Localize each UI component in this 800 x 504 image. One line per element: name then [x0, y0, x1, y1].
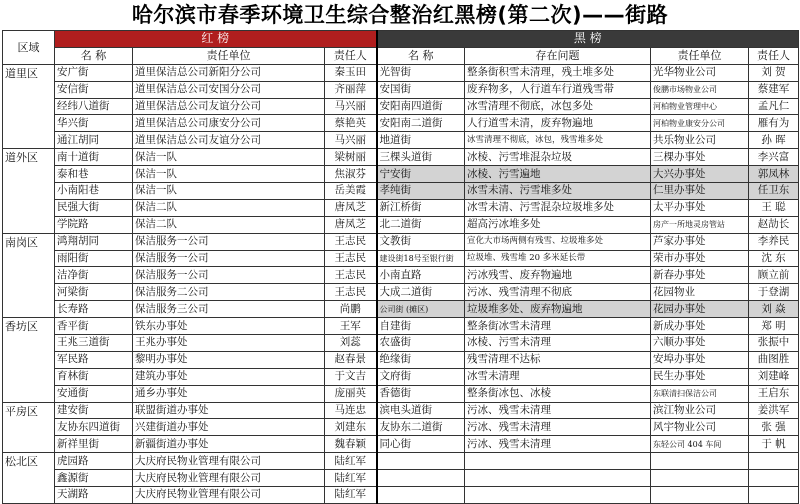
black-issue-cell: 整条街积雪未清理，残土堆多处 — [465, 64, 651, 81]
black-name-cell: 文府街 — [377, 368, 465, 385]
red-name-cell: 长寿路 — [55, 301, 133, 318]
black-name-cell: 地道街 — [377, 132, 465, 149]
black-name-cell: 公司街 (摊区) — [377, 301, 465, 318]
black-person-cell: 沈 东 — [749, 250, 799, 267]
red-person-cell: 秦玉田 — [325, 64, 377, 81]
table-row — [3, 284, 799, 301]
red-list-header: 红 榜 — [55, 31, 377, 48]
black-issue-cell: 冰棱、污雪遍地 — [465, 166, 651, 183]
black-person-cell: 张振中 — [749, 335, 799, 352]
black-name-cell: 三棵头道街 — [377, 149, 465, 166]
region-header: 区域 — [3, 31, 55, 65]
black-issue-cell: 污冰、残雪清理不彻底 — [465, 284, 651, 301]
red-name-cell: 河梁街 — [55, 284, 133, 301]
black-unit-cell: 仁里办事处 — [651, 183, 749, 200]
black-person-header: 责任人 — [749, 47, 799, 64]
black-unit-cell: 新成办事处 — [651, 318, 749, 335]
red-unit-cell: 新疆街道办事处 — [133, 436, 325, 453]
red-unit-header: 责任单位 — [133, 47, 325, 64]
black-issue-cell: 人行道雪未清，废弃物遍地 — [465, 115, 651, 132]
red-unit-cell: 保洁一队 — [133, 183, 325, 200]
black-unit-cell — [651, 453, 749, 470]
black-issue-cell: 整条街冰雪未清理 — [465, 318, 651, 335]
black-name-cell: 宁安街 — [377, 166, 465, 183]
black-unit-cell: 花园物业 — [651, 284, 749, 301]
table-row — [3, 453, 799, 470]
table-row — [3, 250, 799, 267]
black-name-cell: 香德街 — [377, 385, 465, 402]
table-row — [3, 335, 799, 352]
table-row — [3, 199, 799, 216]
red-name-cell: 鸿翔胡同 — [55, 233, 133, 250]
red-black-table — [2, 30, 799, 504]
black-person-cell: 李养民 — [749, 233, 799, 250]
black-issue-cell — [465, 487, 651, 504]
region-cell: 南岗区 — [3, 233, 55, 317]
black-person-cell: 孙 晖 — [749, 132, 799, 149]
red-unit-cell: 铁东办事处 — [133, 318, 325, 335]
red-unit-cell: 保洁服务一公司 — [133, 233, 325, 250]
black-unit-cell: 太平办事处 — [651, 199, 749, 216]
black-name-cell: 友协东二道街 — [377, 419, 465, 436]
red-name-cell: 军民路 — [55, 351, 133, 368]
red-unit-cell: 道里保洁总公司友谊分公司 — [133, 98, 325, 115]
black-person-cell: 蔡建军 — [749, 81, 799, 98]
red-name-cell: 学院路 — [55, 216, 133, 233]
red-name-cell: 鑫源街 — [55, 470, 133, 487]
black-issue-cell: 冰雪清理不彻底，冰包，残雪堆多处 — [465, 132, 651, 149]
red-unit-cell: 保洁服务一公司 — [133, 250, 325, 267]
red-unit-cell: 保洁服务三公司 — [133, 301, 325, 318]
black-unit-cell: 东联清扫保洁公司 — [651, 385, 749, 402]
region-cell: 道外区 — [3, 149, 55, 233]
black-issue-cell: 整条街冰包、冰棱 — [465, 385, 651, 402]
black-unit-cell — [651, 487, 749, 504]
black-person-cell — [749, 470, 799, 487]
red-person-cell: 岳美霞 — [325, 183, 377, 200]
black-issue-cell: 超高污冰堆多处 — [465, 216, 651, 233]
red-unit-cell: 王兆办事处 — [133, 335, 325, 352]
black-name-cell: 安国街 — [377, 81, 465, 98]
black-issue-cell: 垃圾堆、残雪堆 20 多米延长带 — [465, 250, 651, 267]
red-unit-cell: 大庆府民物业管理有限公司 — [133, 453, 325, 470]
black-person-cell: 赵劼长 — [749, 216, 799, 233]
red-unit-cell: 保洁服务一公司 — [133, 267, 325, 284]
black-issue-cell: 残雪清理不达标 — [465, 351, 651, 368]
black-name-cell — [377, 470, 465, 487]
black-name-cell: 光智街 — [377, 64, 465, 81]
black-list-header: 黑 榜 — [377, 31, 799, 48]
black-issue-cell: 冰棱、污雪未清理 — [465, 335, 651, 352]
red-name-cell: 育林街 — [55, 368, 133, 385]
red-name-cell: 经纬八道街 — [55, 98, 133, 115]
black-name-cell: 安阳南四道街 — [377, 98, 465, 115]
black-issue-cell — [465, 453, 651, 470]
red-unit-cell: 建筑办事处 — [133, 368, 325, 385]
red-unit-cell: 保洁一队 — [133, 149, 325, 166]
black-unit-cell: 滨江物业公司 — [651, 402, 749, 419]
black-name-cell: 绝缘街 — [377, 351, 465, 368]
black-person-cell: 于登湖 — [749, 284, 799, 301]
black-unit-cell: 花园办事处 — [651, 301, 749, 318]
black-unit-cell: 大兴办事处 — [651, 166, 749, 183]
region-cell: 松北区 — [3, 453, 55, 504]
black-issue-cell: 冰雪清理不彻底，冰包多处 — [465, 98, 651, 115]
red-name-cell: 香平街 — [55, 318, 133, 335]
black-person-cell: 王 聪 — [749, 199, 799, 216]
red-person-cell: 魏春颖 — [325, 436, 377, 453]
table-row — [3, 98, 799, 115]
red-person-cell: 于文吉 — [325, 368, 377, 385]
black-issue-cell: 冰雪未清、污雪堆多处 — [465, 183, 651, 200]
black-issue-cell — [465, 470, 651, 487]
black-issue-cell: 冰雪未清理 — [465, 368, 651, 385]
black-issue-cell: 冰棱、污雪堆混杂垃圾 — [465, 149, 651, 166]
black-issue-header: 存在问题 — [465, 47, 651, 64]
region-cell: 香坊区 — [3, 318, 55, 402]
red-unit-cell: 保洁二队 — [133, 216, 325, 233]
red-name-cell: 安通街 — [55, 385, 133, 402]
red-name-cell: 南十道街 — [55, 149, 133, 166]
black-person-cell: 顾立前 — [749, 267, 799, 284]
black-person-cell: 郭凤林 — [749, 166, 799, 183]
black-person-cell: 郑 明 — [749, 318, 799, 335]
black-unit-cell: 荣市办事处 — [651, 250, 749, 267]
black-name-cell: 文教街 — [377, 233, 465, 250]
red-name-cell: 安信街 — [55, 81, 133, 98]
black-person-cell: 张 强 — [749, 419, 799, 436]
black-name-cell: 自建街 — [377, 318, 465, 335]
black-unit-cell: 光华物业公司 — [651, 64, 749, 81]
red-person-cell: 王志民 — [325, 233, 377, 250]
red-person-cell: 王志民 — [325, 267, 377, 284]
table-row — [3, 115, 799, 132]
black-issue-cell: 废弃物多，人行道车行道残雪带 — [465, 81, 651, 98]
red-name-cell: 建安街 — [55, 402, 133, 419]
red-unit-cell: 通乡办事处 — [133, 385, 325, 402]
black-unit-cell: 俊鹏市场物业公司 — [651, 81, 749, 98]
red-person-cell: 焦淑芬 — [325, 166, 377, 183]
black-person-cell: 雁有为 — [749, 115, 799, 132]
red-name-cell: 虎园路 — [55, 453, 133, 470]
black-name-cell: 小南直路 — [377, 267, 465, 284]
black-unit-cell: 六顺办事处 — [651, 335, 749, 352]
table-row — [3, 351, 799, 368]
red-name-header: 名 称 — [55, 47, 133, 64]
red-name-cell: 小南阳巷 — [55, 183, 133, 200]
black-name-cell: 滨电头道街 — [377, 402, 465, 419]
table-row — [3, 487, 799, 504]
black-name-header: 名 称 — [377, 47, 465, 64]
table-row — [3, 233, 799, 250]
black-name-cell: 大成二道街 — [377, 284, 465, 301]
table-row — [3, 132, 799, 149]
table-row — [3, 81, 799, 98]
black-person-cell: 曲图胜 — [749, 351, 799, 368]
red-unit-cell: 大庆府民物业管理有限公司 — [133, 487, 325, 504]
black-name-cell — [377, 487, 465, 504]
black-name-cell — [377, 453, 465, 470]
table-row — [3, 368, 799, 385]
table-row — [3, 318, 799, 335]
black-name-cell: 农盛街 — [377, 335, 465, 352]
table-row — [3, 166, 799, 183]
region-cell: 平房区 — [3, 402, 55, 453]
table-row — [3, 64, 799, 81]
black-unit-cell: 民生办事处 — [651, 368, 749, 385]
black-person-cell — [749, 487, 799, 504]
red-unit-cell: 道里保洁总公司友谊分公司 — [133, 132, 325, 149]
red-name-cell: 通江胡同 — [55, 132, 133, 149]
table-row — [3, 385, 799, 402]
red-unit-cell: 联盟街道办事处 — [133, 402, 325, 419]
black-person-cell — [749, 453, 799, 470]
red-person-cell: 陆红军 — [325, 470, 377, 487]
table-body — [3, 64, 799, 503]
red-person-cell: 刘建东 — [325, 419, 377, 436]
black-issue-cell: 污冰、残雪未清理 — [465, 436, 651, 453]
black-unit-cell: 风宇物业公司 — [651, 419, 749, 436]
red-name-cell: 王兆三道街 — [55, 335, 133, 352]
red-person-cell: 赵春景 — [325, 351, 377, 368]
red-person-cell: 庞丽英 — [325, 385, 377, 402]
black-issue-cell: 污冰残雪、废弃物遍地 — [465, 267, 651, 284]
black-person-cell: 刘建峰 — [749, 368, 799, 385]
black-person-cell: 姜洪军 — [749, 402, 799, 419]
black-unit-cell: 新春办事处 — [651, 267, 749, 284]
red-person-cell: 王志民 — [325, 250, 377, 267]
red-unit-cell: 黎明办事处 — [133, 351, 325, 368]
page-title: 哈尔滨市春季环境卫生综合整治红黑榜(第二次)——街路 — [131, 3, 669, 27]
red-person-cell: 陆红军 — [325, 487, 377, 504]
black-person-cell: 李兴富 — [749, 149, 799, 166]
red-person-cell: 马连忠 — [325, 402, 377, 419]
black-person-cell: 王启东 — [749, 385, 799, 402]
black-unit-cell: 东轻公司 404 车间 — [651, 436, 749, 453]
table-row — [3, 436, 799, 453]
red-name-cell: 友协东四道街 — [55, 419, 133, 436]
red-name-cell: 新祥里街 — [55, 436, 133, 453]
red-unit-cell: 道里保洁总公司康安分公司 — [133, 115, 325, 132]
black-name-cell: 建设街18号至银行街 — [377, 250, 465, 267]
red-unit-cell: 兴建街道办事处 — [133, 419, 325, 436]
black-person-cell: 于 帆 — [749, 436, 799, 453]
red-person-cell: 王志民 — [325, 284, 377, 301]
red-person-cell: 马兴丽 — [325, 98, 377, 115]
black-unit-cell: 芦家办事处 — [651, 233, 749, 250]
black-name-cell: 北二道街 — [377, 216, 465, 233]
red-name-cell: 泰和巷 — [55, 166, 133, 183]
black-person-cell: 刘 贺 — [749, 64, 799, 81]
red-name-cell: 安广街 — [55, 64, 133, 81]
red-unit-cell: 道里保洁总公司新阳分公司 — [133, 64, 325, 81]
black-unit-cell: 共乐物业公司 — [651, 132, 749, 149]
red-unit-cell: 大庆府民物业管理有限公司 — [133, 470, 325, 487]
black-person-cell: 任卫东 — [749, 183, 799, 200]
red-person-cell: 蔡艳英 — [325, 115, 377, 132]
black-unit-cell: 河柏物业管理中心 — [651, 98, 749, 115]
red-person-cell: 陆红军 — [325, 453, 377, 470]
black-unit-header: 责任单位 — [651, 47, 749, 64]
red-unit-cell: 保洁二队 — [133, 199, 325, 216]
red-person-cell: 唐凤芝 — [325, 216, 377, 233]
red-name-cell: 雨阳街 — [55, 250, 133, 267]
red-unit-cell: 保洁服务二公司 — [133, 284, 325, 301]
black-unit-cell: 河柏物业康安分公司 — [651, 115, 749, 132]
black-issue-cell: 污冰、残雪未清理 — [465, 402, 651, 419]
black-issue-cell: 污冰、残雪未清理 — [465, 419, 651, 436]
table-row — [3, 301, 799, 318]
black-person-cell: 刘 焱 — [749, 301, 799, 318]
red-name-cell: 华兴街 — [55, 115, 133, 132]
red-name-cell: 民强大街 — [55, 199, 133, 216]
region-cell: 道里区 — [3, 64, 55, 148]
table-row — [3, 216, 799, 233]
black-unit-cell — [651, 470, 749, 487]
black-unit-cell: 房产一所地灵房管站 — [651, 216, 749, 233]
table-row — [3, 267, 799, 284]
red-person-cell: 梁树丽 — [325, 149, 377, 166]
black-issue-cell: 垃圾堆多处、废弃物遍地 — [465, 301, 651, 318]
table-row — [3, 402, 799, 419]
table-row — [3, 419, 799, 436]
red-person-cell: 唐凤芝 — [325, 199, 377, 216]
red-person-cell: 王军 — [325, 318, 377, 335]
black-name-cell: 孝纯街 — [377, 183, 465, 200]
black-issue-cell: 冰雪未清、污雪混杂垃圾堆多处 — [465, 199, 651, 216]
table-row — [3, 183, 799, 200]
black-unit-cell: 安埠办事处 — [651, 351, 749, 368]
red-unit-cell: 道里保洁总公司安国分公司 — [133, 81, 325, 98]
red-name-cell: 天湖路 — [55, 487, 133, 504]
black-name-cell: 安阳南二道街 — [377, 115, 465, 132]
red-person-cell: 刘蕊 — [325, 335, 377, 352]
red-person-header: 责任人 — [325, 47, 377, 64]
black-person-cell: 孟凡仁 — [749, 98, 799, 115]
red-person-cell: 齐丽萍 — [325, 81, 377, 98]
table-row — [3, 149, 799, 166]
black-unit-cell: 三棵办事处 — [651, 149, 749, 166]
black-name-cell: 同心街 — [377, 436, 465, 453]
red-unit-cell: 保洁一队 — [133, 166, 325, 183]
black-name-cell: 新江桥街 — [377, 199, 465, 216]
red-name-cell: 洁净街 — [55, 267, 133, 284]
black-issue-cell: 宣化大市场两侧有残雪、垃圾堆多处 — [465, 233, 651, 250]
red-person-cell: 马兴丽 — [325, 132, 377, 149]
table-row — [3, 470, 799, 487]
red-person-cell: 尚鹏 — [325, 301, 377, 318]
